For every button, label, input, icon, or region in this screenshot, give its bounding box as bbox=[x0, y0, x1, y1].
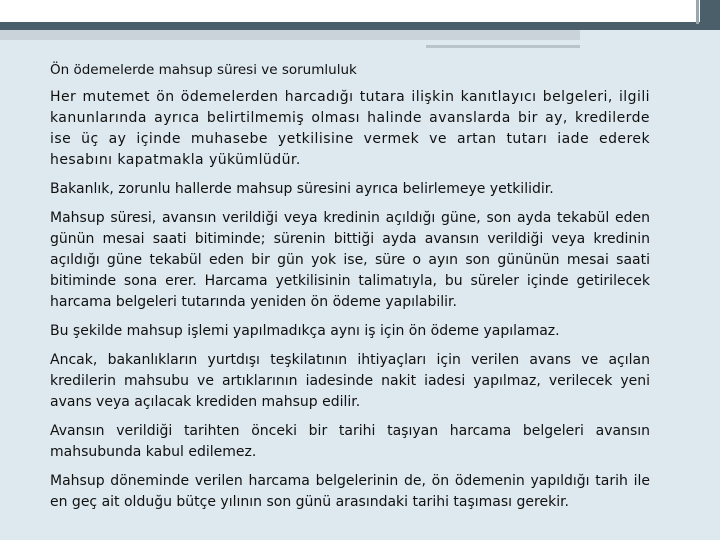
paragraph-on-odeme-yapilamaz: Bu şekilde mahsup işlemi yapılmadıkça aynı iş için ön ödeme yapılamaz. bbox=[50, 323, 560, 339]
header-sub-accent bbox=[426, 45, 580, 48]
paragraph-bakanlik: Bakanlık, zorunlu hallerde mahsup süresini ayrıca belirlemeye yetkilidir. bbox=[50, 181, 554, 197]
paragraph-mahsup-suresi: Mahsup süresi, avansın verildiği veya kredinin açıldığı güne, son ayda tekabül eden günün mesai saati bitiminde; sürenin bittiği ayda avansın verildiği veya kredinin açıldığı güne tekabül eden bir gün yok ise, süre o ayın son gününün mesai saati bitiminde sona erer. Harcama yetkilisinin talimatıyla, bu süreler içinde getirilecek harcama belgeleri tutarında yeniden ön ödeme yapılabilir. bbox=[50, 210, 650, 310]
paragraph-yurtdisi: Ancak, bakanlıkların yurtdışı teşkilatının ihtiyaçları için verilen avans ve açılan kredilerin mahsubu ve artıklarının iadesinde nakit iadesi yapılmaz, verilecek yeni avans veya açılacak krediden mahsup edilir. bbox=[50, 352, 650, 410]
slide-title: Ön ödemelerde mahsup süresi ve sorumluluk bbox=[50, 62, 357, 78]
paragraph-onceki-tarih: Avansın verildiği tarihten önceki bir tarihi taşıyan harcama belgeleri avansın mahsubunda kabul edilemez. bbox=[50, 423, 650, 460]
header-corner-block bbox=[700, 0, 720, 30]
header-bar bbox=[0, 22, 700, 30]
paragraph-mahsup-donemi: Mahsup döneminde verilen harcama belgelerinin de, ön ödemenin yapıldığı tarih ile en geç ait olduğu bütçe yılının son günü arasındaki tarihi taşıması gerekir. bbox=[50, 473, 650, 510]
header-sub-bar bbox=[0, 30, 580, 40]
paragraph-mutemet: Her mutemet ön ödemelerden harcadığı tutara ilişkin kanıtlayıcı belgeleri, ilgili kanunlarında ayrıca belirtilmemiş olması halinde avanslarda bir ay, kredilerde ise üç ay içinde muhasebe yetkilisine vermek ve artan tutarı iade ederek hesabını kapatmakla yükümlüdür. bbox=[50, 89, 650, 168]
header-corner-accent bbox=[696, 0, 699, 24]
slide-content bbox=[50, 60, 650, 521]
top-margin bbox=[0, 0, 720, 22]
